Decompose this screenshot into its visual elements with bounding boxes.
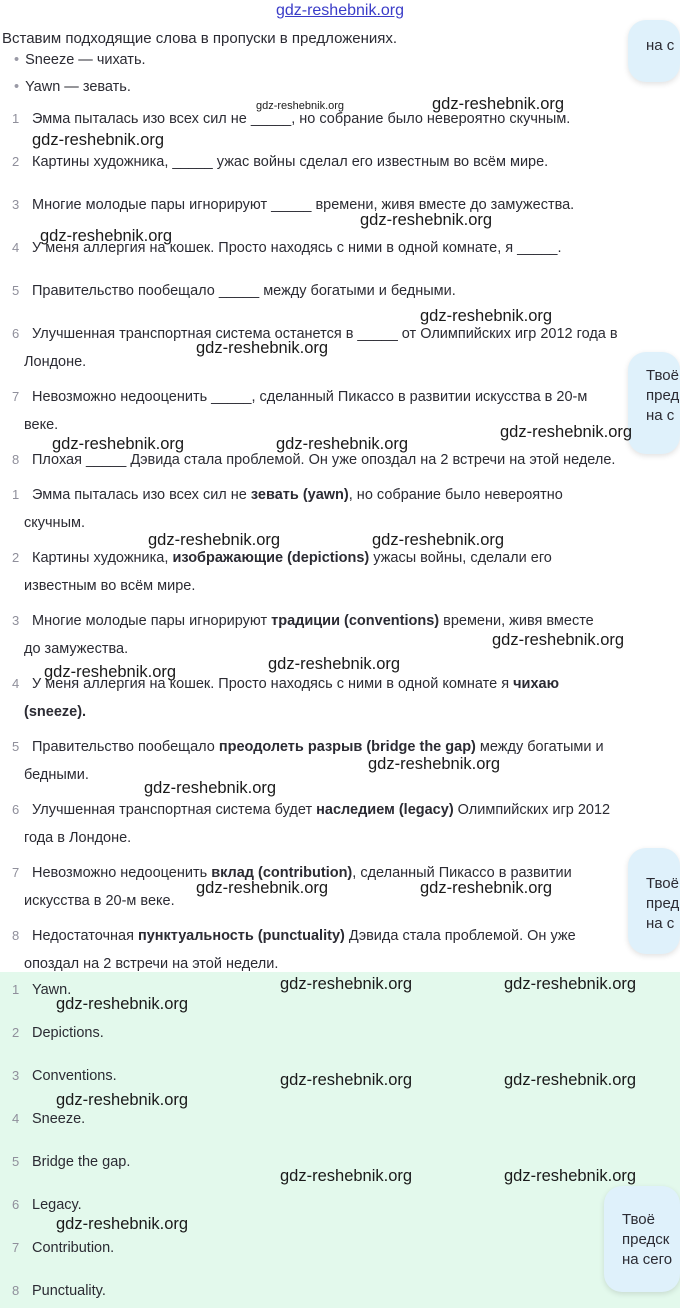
prediction-bubble[interactable]: Твоё пред на с [628,848,680,954]
translated-item: 6 Улучшенная транспортная система будет наследием (legacy) Олимпийских игр 2012 года в Лондоне. [12,802,611,846]
translated-item: 1 Эмма пыталась изо всех сил не зевать (yawn), но собрание было невероятно скучным. [12,487,563,531]
watermark: gdz-reshebnik.org [44,663,177,681]
task-item: 6 Улучшенная транспортная система останется в _____ от Олимпийских игр 2012 года в Лондоне. [12,326,618,370]
watermark: gdz-reshebnik.org [360,211,493,229]
watermark: gdz-reshebnik.org [500,423,633,441]
translated-item: 3 Многие молодые пары игнорируют традиции (conventions) времени, живя вместе до замужества. [12,613,594,657]
prediction-bubble[interactable]: Твоё пред на с [628,352,680,454]
answer-item: 6 Legacy. [12,1197,82,1213]
translated-item: 5 Правительство пообещало преодолеть разрыв (bridge the gap) между богатыми и бедными. [12,739,604,783]
answer-item: 4 Sneeze. [12,1111,86,1127]
watermark: gdz-reshebnik.org [56,1215,189,1233]
task-item: 5 Правительство пообещало _____ между богатыми и бедными. [12,283,456,299]
answer-item: 8 Punctuality. [12,1283,106,1299]
watermark: gdz-reshebnik.org [276,435,409,453]
answer-item: 2 Depictions. [12,1025,104,1041]
answer-item: 1 Yawn. [12,982,72,998]
watermark: gdz-reshebnik.org [32,131,165,149]
watermark: gdz-reshebnik.org [268,655,401,673]
prediction-bubble[interactable]: на с [628,20,680,82]
task-item: 7 Невозможно недооценить _____, сделанный Пикассо в развитии искусства в 20-м веке. [12,389,588,433]
translated-item: 2 Картины художника, изображающие (depictions) ужасы войны, сделали его известным во всём мире. [12,550,552,594]
prediction-bubble[interactable]: Твоё предск на сего [604,1186,680,1292]
watermark: gdz-reshebnik.org [256,100,345,112]
watermark: gdz-reshebnik.org [368,755,501,773]
watermark: gdz-reshebnik.org [148,531,281,549]
site-header-link[interactable]: gdz-reshebnik.org [275,2,405,19]
watermark: gdz-reshebnik.org [280,975,413,993]
task-item: 2 Картины художника, _____ ужас войны сделал его известным во всём мире. [12,154,549,170]
watermark: gdz-reshebnik.org [280,1071,413,1089]
watermark: gdz-reshebnik.org [40,227,173,245]
task-item: 8 Плохая _____ Дэвида стала проблемой. Он уже опоздал на 2 встречи на этой неделе. [12,452,616,468]
watermark: gdz-reshebnik.org [372,531,505,549]
vocab-bullet: • Sneeze — чихать. [14,52,146,68]
task-item: 3 Многие молодые пары игнорируют _____ времени, живя вместе до замужества. [12,197,575,213]
answer-item: 3 Conventions. [12,1068,117,1084]
watermark: gdz-reshebnik.org [504,1167,637,1185]
watermark: gdz-reshebnik.org [196,339,329,357]
task-item: 1 Эмма пыталась изо всех сил не _____, но собрание было невероятно скучным. [12,111,571,127]
watermark: gdz-reshebnik.org [420,879,553,897]
watermark: gdz-reshebnik.org [420,307,553,325]
answer-item: 7 Contribution. [12,1240,115,1256]
vocab-bullet: • Yawn — зевать. [14,79,131,95]
watermark: gdz-reshebnik.org [492,631,625,649]
watermark: gdz-reshebnik.org [144,779,277,797]
watermark: gdz-reshebnik.org [56,1091,189,1109]
intro-text: Вставим подходящие слова в пропуски в предложениях. [2,30,398,47]
watermark: gdz-reshebnik.org [52,435,185,453]
watermark: gdz-reshebnik.org [504,975,637,993]
task-item: 4 У меня аллергия на кошек. Просто находясь с ними в одной комнате, я _____. [12,240,562,256]
watermark: gdz-reshebnik.org [504,1071,637,1089]
answer-item: 5 Bridge the gap. [12,1154,131,1170]
translated-item: 8 Недостаточная пунктуальность (punctuality) Дэвида стала проблемой. Он уже опоздал на 2 встречи на этой недели. [12,928,576,972]
watermark: gdz-reshebnik.org [432,95,565,113]
watermark: gdz-reshebnik.org [196,879,329,897]
translated-item: 7 Невозможно недооценить вклад (contribution), сделанный Пикассо в развитии искусства в 20-м веке. [12,865,572,909]
translated-item: 4 У меня аллергия на кошек. Просто находясь с ними в одной комнате я чихаю (sneeze). [12,676,559,720]
watermark: gdz-reshebnik.org [56,995,189,1013]
answers-panel [0,972,680,1308]
watermark: gdz-reshebnik.org [280,1167,413,1185]
